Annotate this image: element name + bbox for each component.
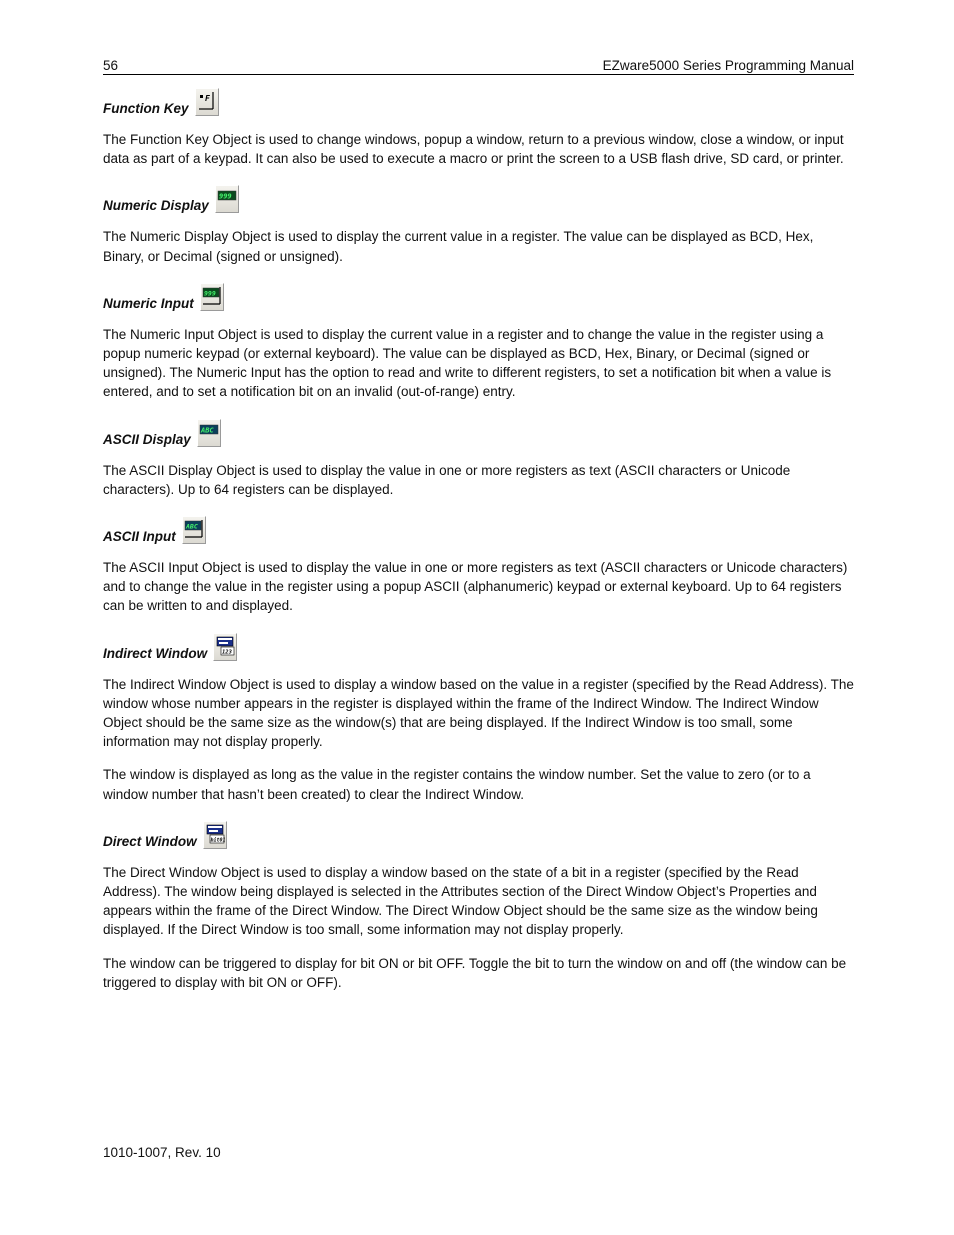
indirect-window-icon xyxy=(213,633,237,661)
numeric-display-icon xyxy=(215,185,239,213)
section-heading-numeric-input: Numeric Input 999 xyxy=(103,283,854,313)
paragraph: The Direct Window Object is used to display a window based on the state of a bit in a register (specified by the Read Address). The window being displayed is selected in the Attributes section of the Direct Window Object’s Properties and appears within the frame of the Direct Window. The Direct Window Object should be the same size as the window being displayed. If the Direct Window is too small, some information may not display properly. xyxy=(103,864,818,938)
section-heading-function-key: Function Key F xyxy=(103,88,854,118)
paragraph: The Numeric Display Object is used to display the current value in a register. The value can be displayed as BCD, Hex, Binary, or Decimal (signed or unsigned). xyxy=(103,229,814,264)
manual-title: EZware5000 Series Programming Manual xyxy=(602,58,854,73)
paragraph: The window can be triggered to display for bit ON or bit OFF. Toggle the bit to turn the window on and off (the window can be triggered to display with bit ON or OFF). xyxy=(103,955,847,990)
paragraph: The Numeric Input Object is used to display the current value in a register and to change the value in the register using a popup numeric keypad (or external keyboard). The value can be displayed as BCD, Hex, Binary, or Decimal (signed or unsigned). The Numeric Input has the option to read and write to different registers, to set a notification bit when a value is entered, and to set a notification bit on an invalid (out-of-range) entry. xyxy=(103,326,832,400)
svg-text:bit01: bit01 xyxy=(210,837,226,844)
paragraph: The window is displayed as long as the value in the register contains the window number. Set the value to zero (or to a window number that hasn’t been created) to clear the Indirect Window. xyxy=(103,767,811,802)
numeric-input-icon xyxy=(200,283,224,311)
page-content xyxy=(103,88,854,1005)
svg-text:ABC: ABC xyxy=(185,522,198,531)
paragraph: The Function Key Object is used to change windows, popup a window, return to a previous window, close a window, or input data as part of a keypad. It can also be used to execute a macro or print the screen to a USB flash drive, SD card, or printer. xyxy=(103,132,844,167)
section-heading-ascii-display: ASCII Display ABC xyxy=(103,419,854,449)
section-heading-indirect-window: Indirect Window 123 xyxy=(103,633,854,663)
ascii-display-icon xyxy=(197,419,221,447)
svg-text:999: 999 xyxy=(218,192,232,201)
paragraph: The ASCII Display Object is used to display the value in one or more registers as text (ASCII characters or Unicode characters). Up to 64 registers can be displayed. xyxy=(103,462,791,497)
svg-text:F: F xyxy=(204,94,210,103)
page-header xyxy=(103,57,854,75)
svg-text:123: 123 xyxy=(222,649,233,656)
section-heading-numeric-display: Numeric Display 999 xyxy=(103,185,854,215)
svg-text:ABC: ABC xyxy=(200,426,214,435)
function-key-icon xyxy=(195,88,219,116)
ascii-input-icon xyxy=(182,516,206,544)
section-heading-direct-window: Direct Window bit01 xyxy=(103,821,854,851)
paragraph: The ASCII Input Object is used to display the value in one or more registers as text (ASCII characters or Unicode characters) and to change the value in the register using a popup ASCII (alphanumeric) keypad or external keyboard. Up to 64 registers can be written to and displayed. xyxy=(103,560,848,614)
svg-text:999: 999 xyxy=(203,289,216,298)
section-heading-ascii-input: ASCII Input ABC xyxy=(103,516,854,546)
document-page xyxy=(103,0,854,1235)
direct-window-icon xyxy=(203,821,227,849)
paragraph: The Indirect Window Object is used to display a window based on the value in a register (specified by the Read Address). The window whose number appears in the register is displayed within the frame of the Indirect Window. The Indirect Window Object should be the same size as the window(s) that are being displayed. If the Indirect Window is too small, some information may not display properly. xyxy=(103,676,854,750)
page-footer: 1010-1007, Rev. 10 xyxy=(103,1145,221,1160)
page-number: 56 xyxy=(103,58,119,73)
